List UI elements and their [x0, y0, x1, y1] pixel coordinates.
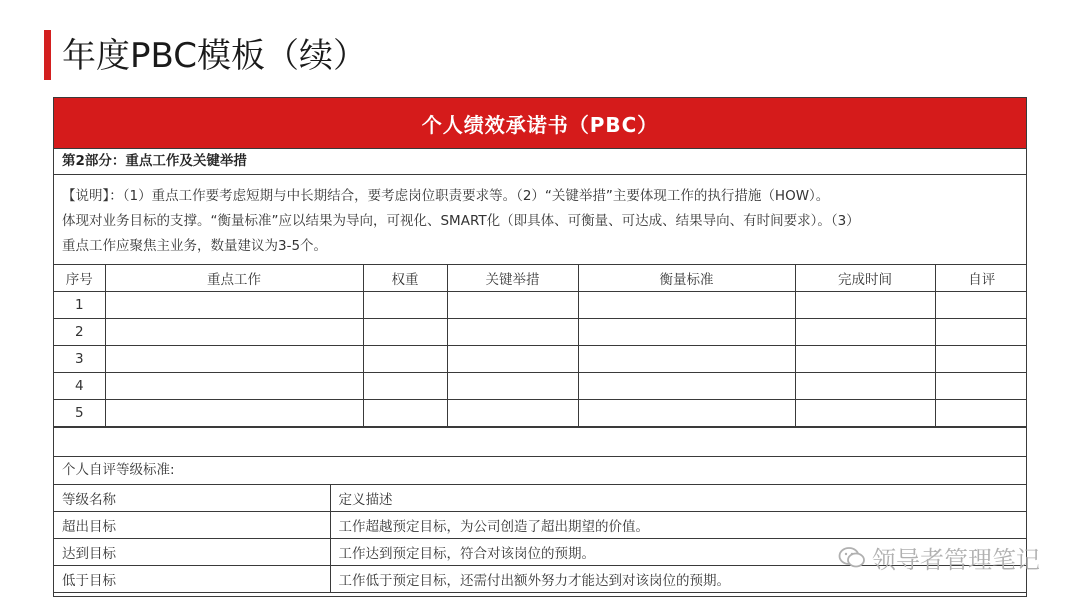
section-title: 第2部分：重点工作及关键举措: [54, 148, 1026, 174]
cell-completion-time[interactable]: [795, 346, 935, 373]
cell-completion-time[interactable]: [795, 319, 935, 346]
table-row: [54, 373, 1027, 400]
cell-key-measures[interactable]: [447, 292, 578, 319]
table-row: [54, 400, 1027, 427]
description-line: 体现对业务目标的支撑。“衡量标准”应以结果为导向，可视化、SMART化（即具体、可衡量、可达成、结果导向、有时间要求）。（3）: [62, 213, 860, 229]
page-title: 年度PBC模板（续）: [62, 36, 367, 76]
col-header-index: 序号: [54, 265, 105, 292]
col-header-key-measures: 关键举措: [447, 265, 578, 292]
cell-self-eval[interactable]: [935, 373, 1027, 400]
cell-criteria[interactable]: [578, 319, 795, 346]
watermark: [838, 540, 1040, 575]
cell-weight[interactable]: [363, 292, 447, 319]
level-header-row: [54, 485, 1026, 512]
cell-criteria[interactable]: [578, 373, 795, 400]
pbc-header: 个人绩效承诺书（PBC）: [54, 98, 1026, 148]
level-desc: 工作低于预定目标，还需付出额外努力才能达到对该岗位的预期。: [330, 566, 1026, 593]
cell-key-measures[interactable]: [447, 373, 578, 400]
cell-criteria[interactable]: [578, 346, 795, 373]
level-header-desc: 定义描述: [330, 485, 1026, 512]
cell-weight[interactable]: [363, 373, 447, 400]
level-desc: 工作达到预定目标，符合对该岗位的预期。: [330, 539, 1026, 566]
cell-completion-time[interactable]: [795, 292, 935, 319]
cell-criteria[interactable]: [578, 400, 795, 427]
cell-key-work[interactable]: [105, 319, 363, 346]
col-header-completion-time: 完成时间: [795, 265, 935, 292]
level-table: [54, 484, 1026, 593]
pbc-sheet: [53, 97, 1027, 597]
cell-self-eval[interactable]: [935, 292, 1027, 319]
cell-self-eval[interactable]: [935, 346, 1027, 373]
level-name: 低于目标: [54, 566, 330, 593]
level-name: 超出目标: [54, 512, 330, 539]
table-header-row: [54, 265, 1027, 292]
table-row: [54, 292, 1027, 319]
level-name: 达到目标: [54, 539, 330, 566]
cell-weight[interactable]: [363, 319, 447, 346]
table-row: [54, 319, 1027, 346]
cell-key-measures[interactable]: [447, 400, 578, 427]
level-row: [54, 512, 1026, 539]
cell-key-work[interactable]: [105, 292, 363, 319]
cell-weight[interactable]: [363, 400, 447, 427]
watermark-text: 领导者管理笔记: [872, 546, 1040, 574]
col-header-self-eval: 自评: [935, 265, 1027, 292]
cell-self-eval[interactable]: [935, 319, 1027, 346]
row-index: 1: [54, 292, 105, 319]
table-row: [54, 346, 1027, 373]
cell-key-work[interactable]: [105, 346, 363, 373]
cell-key-work[interactable]: [105, 373, 363, 400]
key-work-table: [54, 264, 1027, 427]
cell-weight[interactable]: [363, 346, 447, 373]
col-header-weight: 权重: [363, 265, 447, 292]
title-accent-bar: [44, 30, 51, 80]
cell-criteria[interactable]: [578, 292, 795, 319]
level-header-name: 等级名称: [54, 485, 330, 512]
cell-key-work[interactable]: [105, 400, 363, 427]
self-eval-label: 个人自评等级标准:: [54, 456, 1026, 484]
cell-completion-time[interactable]: [795, 373, 935, 400]
col-header-criteria: 衡量标准: [578, 265, 795, 292]
blank-row: [54, 427, 1026, 456]
cell-key-measures[interactable]: [447, 346, 578, 373]
col-header-key-work: 重点工作: [105, 265, 363, 292]
row-index: 3: [54, 346, 105, 373]
row-index: 2: [54, 319, 105, 346]
row-index: 4: [54, 373, 105, 400]
cell-self-eval[interactable]: [935, 400, 1027, 427]
row-index: 5: [54, 400, 105, 427]
description-line: 重点工作应聚焦主业务，数量建议为3-5个。: [62, 238, 328, 254]
level-desc: 工作超越预定目标，为公司创造了超出期望的价值。: [330, 512, 1026, 539]
wechat-icon: [838, 546, 866, 570]
cell-completion-time[interactable]: [795, 400, 935, 427]
cell-key-measures[interactable]: [447, 319, 578, 346]
description-line: 【说明】：（1）重点工作要考虑短期与中长期结合，要考虑岗位职责要求等。（2）“关键举措”主要体现工作的执行措施（HOW）。: [62, 188, 830, 204]
description: [54, 174, 1026, 264]
